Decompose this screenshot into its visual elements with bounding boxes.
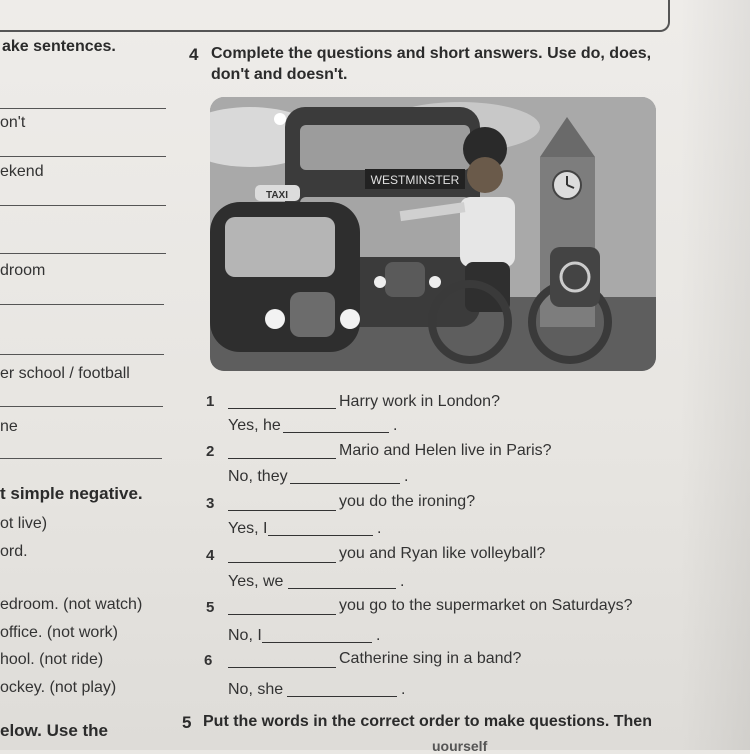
left-cue: hool. (not ride): [0, 651, 104, 668]
left-fragment: ekend: [0, 163, 44, 180]
answer-period: .: [376, 627, 381, 644]
question-number: 4: [206, 547, 215, 564]
question-number: 1: [206, 393, 215, 410]
answer-period: .: [377, 520, 382, 537]
left-cue: ord.: [0, 543, 28, 560]
answer-prefix: No, I: [228, 627, 262, 644]
question-blank[interactable]: [228, 548, 336, 563]
taxi-sign: TAXI: [265, 190, 289, 201]
answer-line: [0, 406, 163, 407]
exercise-number: 4: [189, 45, 199, 64]
left-cue: edroom. (not watch): [0, 596, 143, 613]
question-blank[interactable]: [228, 496, 336, 511]
exercise5-next-line: uourself: [432, 738, 488, 754]
left-fragment: er school / football: [0, 365, 130, 382]
question-text: Catherine sing in a band?: [339, 650, 522, 667]
exercise-instruction: Complete the questions and short answers. Use do, does,: [211, 45, 652, 62]
left-footer: elow. Use the: [0, 721, 109, 740]
answer-prefix: Yes, we: [228, 573, 284, 590]
answer-blank[interactable]: [283, 418, 389, 433]
left-section-title: t simple negative.: [0, 484, 143, 503]
question-text: Harry work in London?: [339, 393, 500, 410]
left-cue: ot live): [0, 515, 48, 532]
answer-period: .: [401, 681, 406, 698]
exercise-instruction-line2: don't and doesn't.: [211, 66, 348, 83]
top-box-border: [0, 0, 670, 32]
question-blank[interactable]: [228, 444, 336, 459]
illustration-svg: [210, 97, 656, 371]
answer-blank[interactable]: [268, 521, 373, 536]
question-text: you do the ironing?: [339, 493, 476, 510]
answer-line: [0, 304, 164, 305]
question-text: you and Ryan like volleyball?: [339, 545, 546, 562]
london-illustration: [210, 97, 656, 371]
answer-prefix: No, she: [228, 681, 284, 698]
left-cue: ockey. (not play): [0, 679, 117, 696]
question-number: 2: [206, 443, 215, 460]
question-blank[interactable]: [228, 394, 336, 409]
answer-blank[interactable]: [262, 628, 372, 643]
answer-prefix: No, they: [228, 468, 288, 485]
exercise5-instruction: Put the words in the correct order to make questions. Then: [203, 713, 652, 730]
bus-destination-sign: WESTMINSTER: [370, 173, 460, 187]
answer-line: [0, 156, 166, 157]
question-blank[interactable]: [228, 600, 336, 615]
answer-period: .: [393, 417, 398, 434]
left-fragment: ne: [0, 418, 18, 435]
answer-line: [0, 108, 166, 109]
question-number: 6: [204, 652, 213, 669]
left-fragment: droom: [0, 262, 46, 279]
exercise5-number: 5: [182, 713, 192, 732]
question-text: you go to the supermarket on Saturdays?: [339, 597, 633, 614]
answer-line: [0, 458, 162, 459]
answer-line: [0, 354, 164, 355]
answer-period: .: [400, 573, 405, 590]
answer-line: [0, 253, 166, 254]
question-number: 3: [206, 495, 215, 512]
answer-prefix: Yes, he: [228, 417, 281, 434]
question-text: Mario and Helen live in Paris?: [339, 442, 552, 459]
answer-period: .: [404, 468, 409, 485]
question-number: 5: [206, 599, 215, 616]
question-blank[interactable]: [228, 653, 336, 668]
left-cue: office. (not work): [0, 624, 118, 641]
left-fragment: on't: [0, 114, 26, 131]
answer-blank[interactable]: [287, 682, 397, 697]
page-shadow: [680, 0, 750, 750]
answer-prefix: Yes, I: [228, 520, 268, 537]
left-header: ake sentences.: [2, 38, 116, 55]
answer-blank[interactable]: [290, 469, 400, 484]
answer-blank[interactable]: [288, 574, 396, 589]
answer-line: [0, 205, 166, 206]
